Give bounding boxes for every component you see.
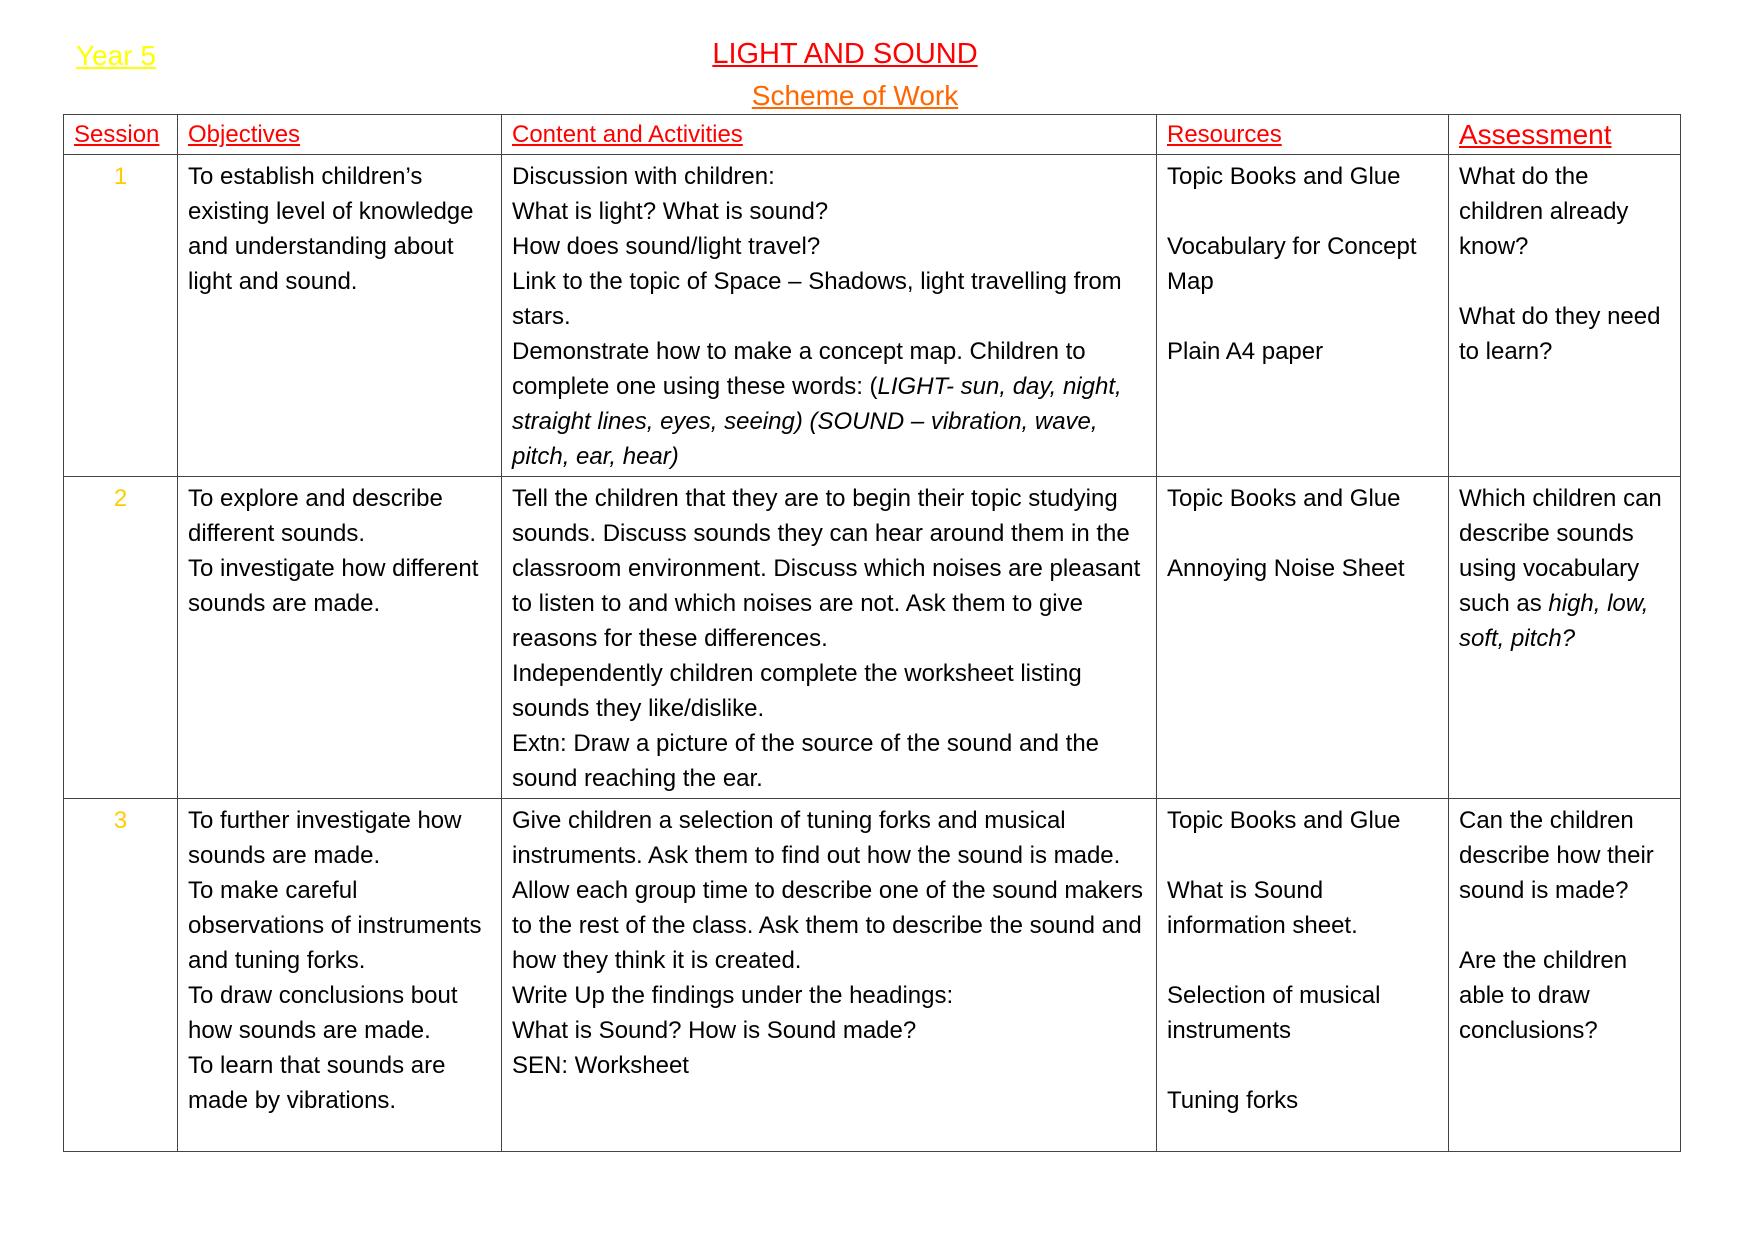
content-text-with-words [512, 334, 1146, 474]
content-text: What is Sound? How is Sound made? [512, 1017, 917, 1044]
objective-text: To further investigate how sounds are made. [188, 807, 462, 869]
assessment-text: What do they need to learn? [1459, 303, 1661, 365]
header-session: Session [64, 115, 178, 155]
objectives-cell [178, 799, 502, 1152]
assessment-cell [1449, 155, 1681, 477]
content-text: Independently children complete the worksheet listing sounds they like/dislike. [512, 660, 1082, 722]
objective-text: To establish children’s existing level of knowledge and understanding about light and sound. [188, 163, 474, 295]
assessment-vocabulary: high, low, soft, pitch? [1459, 590, 1649, 652]
assessment-text: Which children can describe sounds using vocabulary such as [1459, 485, 1662, 617]
content-text: Tell the children that they are to begin their topic studying sounds. Discuss sounds they can hear around them in the classroom environment. Discuss which noises are pleasant to listen to and which noises are not. Ask them to give reasons for these differences. [512, 485, 1141, 652]
header-resources: Resources [1157, 115, 1449, 155]
content-cell [502, 799, 1157, 1152]
content-text: SEN: Worksheet [512, 1052, 689, 1079]
page-title: LIGHT AND SOUND [712, 38, 978, 70]
assessment-cell [1449, 477, 1681, 799]
content-cell [502, 155, 1157, 477]
session-number: 1 [64, 155, 178, 477]
content-text: Allow each group time to describe one of the sound makers to the rest of the class. Ask them to describe the sound and how they think it is created. [512, 877, 1144, 974]
assessment-text: Are the children able to draw conclusions? [1459, 947, 1628, 1044]
resource-item: Plain A4 paper [1167, 338, 1324, 365]
resource-item: Topic Books and Glue [1167, 485, 1401, 512]
page-subtitle: Scheme of Work [751, 80, 959, 111]
table-row [64, 477, 1681, 799]
table-row [64, 799, 1681, 1152]
resource-item: Vocabulary for Concept Map [1167, 233, 1417, 295]
resources-cell [1157, 477, 1449, 799]
header-content: Content and Activities [502, 115, 1157, 155]
content-text: What is light? What is sound? [512, 198, 829, 225]
session-number: 2 [64, 477, 178, 799]
concept-words: LIGHT- sun, day, night, straight lines, eyes, seeing) (SOUND – vibration, wave, pitch, ear, hear) [512, 373, 1122, 470]
resource-item: What is Sound information sheet. [1167, 877, 1358, 939]
year-label: Year 5 [76, 40, 156, 71]
header-assessment: Assessment [1449, 115, 1681, 155]
objective-text: To make careful observations of instruments and tuning forks. [188, 877, 482, 974]
assessment-cell [1449, 799, 1681, 1152]
content-text: Link to the topic of Space – Shadows, light travelling from stars. [512, 268, 1122, 330]
content-cell [502, 477, 1157, 799]
objective-text: To learn that sounds are made by vibrations. [188, 1052, 446, 1114]
table-header-row [64, 115, 1681, 155]
objective-text: To draw conclusions bout how sounds are made. [188, 982, 458, 1044]
objective-text: To investigate how different sounds are made. [188, 555, 479, 617]
table-row [64, 155, 1681, 477]
resources-cell [1157, 799, 1449, 1152]
resource-item: Annoying Noise Sheet [1167, 555, 1405, 582]
objectives-cell [178, 477, 502, 799]
content-text: Write Up the findings under the headings: [512, 982, 954, 1009]
header-objectives: Objectives [178, 115, 502, 155]
content-text: How does sound/light travel? [512, 233, 821, 260]
objectives-cell [178, 155, 502, 477]
resource-item: Topic Books and Glue [1167, 163, 1401, 190]
objective-text: To explore and describe different sounds. [188, 485, 443, 547]
assessment-text: Can the children describe how their sound is made? [1459, 807, 1654, 904]
resource-item: Selection of musical instruments [1167, 982, 1381, 1044]
session-number: 3 [64, 799, 178, 1152]
resource-item: Tuning forks [1167, 1087, 1299, 1114]
resource-item: Topic Books and Glue [1167, 807, 1401, 834]
content-text: Discussion with children: [512, 163, 775, 190]
resources-cell [1157, 155, 1449, 477]
content-text: Give children a selection of tuning forks and musical instruments. Ask them to find out how the sound is made. [512, 807, 1121, 869]
assessment-text: What do the children already know? [1459, 163, 1629, 260]
content-text: Demonstrate how to make a concept map. Children to complete one using these words: ( [512, 338, 1086, 400]
content-text: Extn: Draw a picture of the source of the sound and the sound reaching the ear. [512, 730, 1100, 792]
scheme-table [63, 114, 1681, 1152]
